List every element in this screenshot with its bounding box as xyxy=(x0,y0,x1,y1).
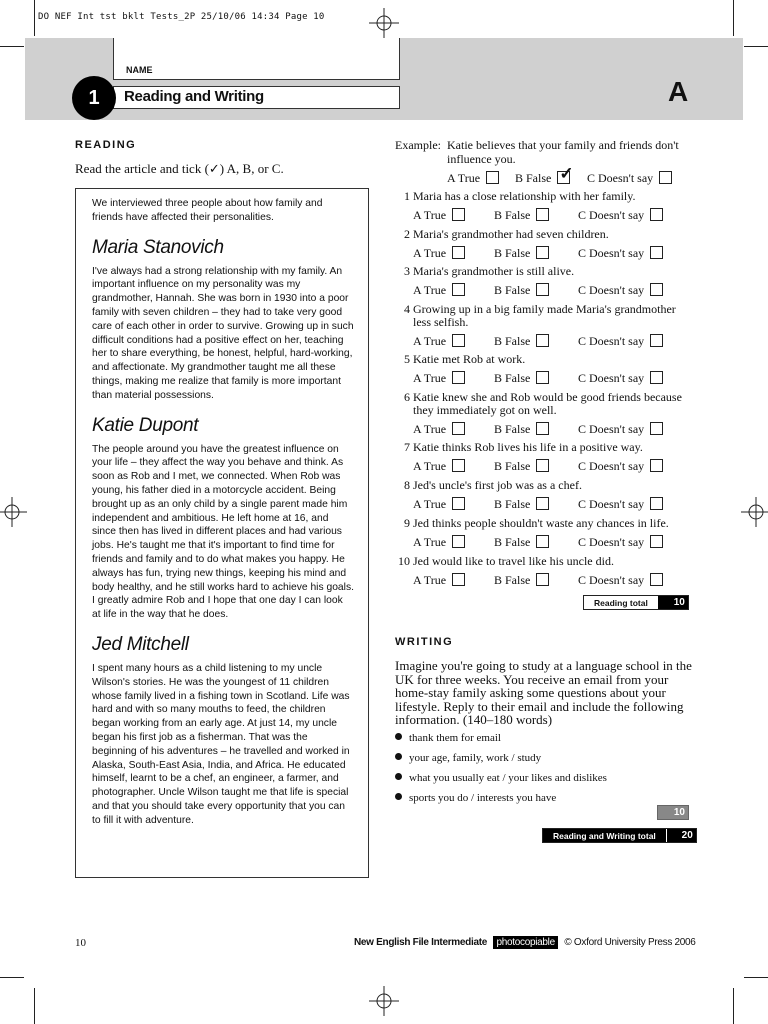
crop-mark xyxy=(733,988,734,1024)
option-a[interactable]: A True xyxy=(413,283,465,298)
question-number: 6 xyxy=(404,390,410,404)
bullet-icon xyxy=(395,733,402,740)
question-number: 3 xyxy=(404,264,410,278)
option-c[interactable]: C Doesn't say xyxy=(578,497,663,512)
checkbox[interactable] xyxy=(536,573,549,586)
question-number: 8 xyxy=(404,478,410,492)
name-label: NAME xyxy=(126,65,153,75)
option-a[interactable]: A True xyxy=(413,371,465,386)
option-c[interactable]: C Doesn't say xyxy=(578,459,663,474)
option-a[interactable]: A True xyxy=(413,535,465,550)
checkbox[interactable] xyxy=(650,208,663,221)
checkbox[interactable] xyxy=(452,371,465,384)
unit-number-badge: 1 xyxy=(72,76,116,120)
bullet-icon xyxy=(395,753,402,760)
checkbox[interactable] xyxy=(452,283,465,296)
option-b[interactable]: B False xyxy=(494,371,549,386)
checkbox[interactable] xyxy=(659,171,672,184)
question-text: Maria's grandmother had seven children. xyxy=(413,227,609,241)
option-b[interactable]: B False xyxy=(494,283,549,298)
question-number: 1 xyxy=(404,189,410,203)
tick-icon: ✓ xyxy=(559,164,574,183)
checkbox[interactable] xyxy=(486,171,499,184)
person-text: I spent many hours as a child listening to my uncle Wilson's stories. He was the youngest of 11 children whose family lived in a fishing town in Scotland. Life was hard and with so many mouths to feed, the children began working from an early age. At just 14, my uncle began his first job as a fisherman. That was the beginning of his adventures – he travelled and worked in Alaska, South-East Asia, India, and Africa. He educated himself, learnt to be a chef, an engineer, a farmer, and photographer. Uncle Wilson taught me that life is special and that you should take every opportunity that you can to fill it with adventure. xyxy=(92,662,350,826)
reading-total-label: Reading total xyxy=(594,598,648,608)
registration-mark-icon xyxy=(0,497,27,527)
bullet-item: sports you do / interests you have xyxy=(395,792,556,804)
checkbox[interactable] xyxy=(536,208,549,221)
option-b[interactable]: B False xyxy=(494,246,549,261)
checkbox[interactable] xyxy=(452,459,465,472)
checkbox[interactable] xyxy=(536,283,549,296)
checkbox[interactable] xyxy=(536,334,549,347)
crop-mark xyxy=(744,46,768,47)
checkbox-ticked[interactable] xyxy=(557,164,574,184)
page-number: 10 xyxy=(75,937,86,949)
example-text: Katie believes that your family and friends don't influence you. xyxy=(447,138,679,166)
option-a[interactable]: A True xyxy=(413,208,465,223)
question-text: Katie thinks Rob lives his life in a positive way. xyxy=(413,440,643,454)
checkbox[interactable] xyxy=(650,283,663,296)
person-name: Maria Stanovich xyxy=(92,236,224,258)
person-text: The people around you have the greatest influence on your life – they affect the way you behave and think. As soon as Rob and I met, we connected. When Rob was young, his father died in a motorcycle accident. Being brought up as an only child by a single parent made him independent and ambitious. He left home at 16, and since then has lived in different places and had various jobs. He's taught me that it's important to find time for friends and family and to do what makes you happy. He always has fun, trying new things, keeping his mind and body healthy, and he still works hard to achieve his goals. I greatly admire Rob and I hope that one day I can look at life in the way that he does. xyxy=(92,443,354,621)
checkbox[interactable] xyxy=(650,535,663,548)
question-text: Jed thinks people shouldn't waste any chances in life. xyxy=(413,516,669,530)
name-field[interactable] xyxy=(113,38,400,80)
option-b[interactable]: B False ✓ xyxy=(515,164,574,185)
grand-total-label: Reading and Writing total xyxy=(553,831,656,841)
person-name: Katie Dupont xyxy=(92,414,199,436)
checkbox[interactable] xyxy=(650,246,663,259)
checkbox[interactable] xyxy=(650,573,663,586)
option-c[interactable]: C Doesn't say xyxy=(578,422,663,437)
checkbox[interactable] xyxy=(536,246,549,259)
checkbox[interactable] xyxy=(452,208,465,221)
option-a[interactable]: A True xyxy=(413,459,465,474)
option-c[interactable]: C Doesn't say xyxy=(578,334,663,349)
question-number: 2 xyxy=(404,227,410,241)
reading-total xyxy=(583,595,689,610)
checkbox[interactable] xyxy=(536,371,549,384)
checkbox[interactable] xyxy=(452,422,465,435)
question-text: Maria has a close relationship with her family. xyxy=(413,189,636,203)
question-text: Jed's uncle's first job was as a chef. xyxy=(413,478,582,492)
crop-mark xyxy=(744,977,768,978)
crop-mark xyxy=(0,977,24,978)
checkbox[interactable] xyxy=(650,371,663,384)
question-number: 4 xyxy=(404,302,410,316)
photocopiable-badge: photocopiable xyxy=(493,936,557,949)
writing-heading: WRITING xyxy=(395,636,454,648)
test-version: A xyxy=(668,76,689,107)
checkbox[interactable] xyxy=(650,459,663,472)
checkbox[interactable] xyxy=(452,573,465,586)
book-title: New English File Intermediate xyxy=(354,937,487,948)
checkbox[interactable] xyxy=(452,535,465,548)
bullet-item: what you usually eat / your likes and dislikes xyxy=(395,772,607,784)
question-text: Growing up in a big family made Maria's grandmother less selfish. xyxy=(413,302,676,329)
option-a[interactable]: A True xyxy=(413,246,465,261)
question-number: 5 xyxy=(404,352,410,366)
option-c[interactable]: C Doesn't say xyxy=(578,246,663,261)
writing-prompt: Imagine you're going to study at a language school in the UK for three weeks. You receive an email from your home-stay family asking some questions about your lifestyle. Reply to their email and include the following information. (140–180 words) xyxy=(395,658,692,727)
crop-mark xyxy=(34,988,35,1024)
copyright: © Oxford University Press 2006 xyxy=(564,937,696,948)
question-text: Katie knew she and Rob would be good friends because they immediately got on well. xyxy=(413,390,682,417)
reading-total-value: 10 xyxy=(658,596,688,609)
option-c[interactable]: C Doesn't say xyxy=(578,283,663,298)
reading-heading: READING xyxy=(75,139,137,151)
checkbox[interactable] xyxy=(536,535,549,548)
option-c[interactable]: C Doesn't say xyxy=(587,171,672,186)
crop-mark xyxy=(0,46,24,47)
checkbox[interactable] xyxy=(452,497,465,510)
checkbox[interactable] xyxy=(650,497,663,510)
option-a[interactable]: A True xyxy=(413,573,465,588)
registration-mark-icon xyxy=(369,986,399,1016)
bullet-item: your age, family, work / study xyxy=(395,752,541,764)
option-c[interactable]: C Doesn't say xyxy=(578,535,663,550)
option-b[interactable]: B False xyxy=(494,573,549,588)
question-number: 9 xyxy=(404,516,410,530)
question-text: Maria's grandmother is still alive. xyxy=(413,264,575,278)
person-name: Jed Mitchell xyxy=(92,633,189,655)
option-b[interactable]: B False xyxy=(494,497,549,512)
reading-instruction: Read the article and tick (✓) A, B, or C. xyxy=(75,161,284,176)
checkbox[interactable] xyxy=(452,334,465,347)
writing-total xyxy=(657,805,689,820)
option-b[interactable]: B False xyxy=(494,535,549,550)
grand-total-value: 20 xyxy=(666,829,696,842)
option-b[interactable]: B False xyxy=(494,208,549,223)
article-intro: We interviewed three people about how family and friends have affected their personalities. xyxy=(92,198,323,223)
question-number: 7 xyxy=(404,440,410,454)
registration-mark-icon xyxy=(369,8,399,38)
question-number: 10 xyxy=(398,554,410,568)
page-title: Reading and Writing xyxy=(124,88,264,105)
option-a[interactable]: A True xyxy=(413,497,465,512)
option-c[interactable]: C Doesn't say xyxy=(578,208,663,223)
checkbox[interactable] xyxy=(452,246,465,259)
bullet-icon xyxy=(395,793,402,800)
option-b[interactable]: B False xyxy=(494,459,549,474)
checkbox[interactable] xyxy=(536,422,549,435)
question-text: Jed would like to travel like his uncle did. xyxy=(413,554,614,568)
option-b[interactable]: B False xyxy=(494,334,549,349)
article-box xyxy=(75,188,369,878)
writing-total-value: 10 xyxy=(658,806,688,819)
example-label: Example: xyxy=(395,138,441,152)
crop-mark xyxy=(733,0,734,36)
checkbox[interactable] xyxy=(536,459,549,472)
bullet-icon xyxy=(395,773,402,780)
crop-mark xyxy=(34,0,35,36)
checkbox[interactable] xyxy=(536,497,549,510)
option-b[interactable]: B False xyxy=(494,422,549,437)
option-a[interactable]: A True xyxy=(447,171,499,186)
person-text: I've always had a strong relationship with my family. An important influence on my personality was my grandmother, Hannah. She was born in 1930 into a poor family with seven children – they had to take very good care of each other in order to survive. Growing up in such difficult conditions had a positive effect on her, teaching her to share everything, be honest, helpful, hard-working, and affectionate. My grandmother taught me all these things, making me realize that family is more important than material possessions. xyxy=(92,265,354,401)
question-text: Katie met Rob at work. xyxy=(413,352,526,366)
checkbox[interactable] xyxy=(650,422,663,435)
print-slug: DO NEF Int tst bklt Tests_2P 25/10/06 14:34 Page 10 xyxy=(38,12,325,22)
option-c[interactable]: C Doesn't say xyxy=(578,573,663,588)
option-c[interactable]: C Doesn't say xyxy=(578,371,663,386)
checkbox[interactable] xyxy=(650,334,663,347)
option-a[interactable]: A True xyxy=(413,422,465,437)
registration-mark-icon xyxy=(741,497,768,527)
bullet-item: thank them for email xyxy=(395,732,501,744)
title-box xyxy=(113,86,400,109)
option-a[interactable]: A True xyxy=(413,334,465,349)
footer xyxy=(354,937,696,948)
grand-total xyxy=(542,828,697,843)
